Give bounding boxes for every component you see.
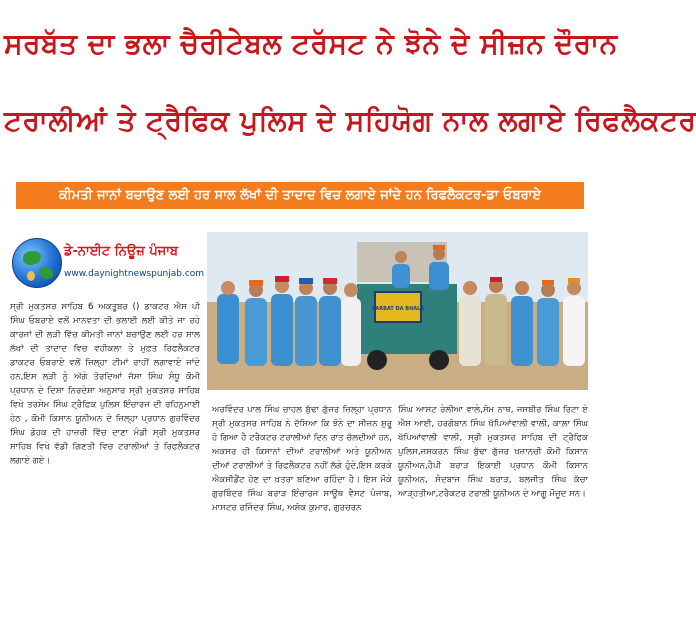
news-photo — [207, 232, 588, 390]
article-column-2: ਅਰਵਿੰਦਰ ਪਾਲ ਸਿੰਘ ਚਾਹਲ ਬੁੱਢਾ ਗੁੱਜਰ ਜ਼ਿਲ੍ਹਾ ਪ੍ਰਧਾਨ ਸ੍ਰੀ ਮੁਕਤਸਰ ਸਾਹਿਬ ਨੇ ਦੱਸਿਆ ਕਿ ਝੋਨੇ ਦਾ ਸੀਜ਼ਨ ਸ਼ੁਰੂ ਹੋ ਗਿਆ ਹੈ ਟਰੈਕਟਰ ਟਰਾਲੀਆਂ ਦਿਨ ਰਾਤ ਚੱਲਦੀਆਂ ਹਨ, ਅਕਸਰ ਹੀ ਕਿਸਾਨਾਂ ਦੀਆਂ ਟਰਾਲੀਆਂ ਅਤੇ ਯੂਨੀਅਨ ਦੀਆਂ ਟਰਾਲੀਆਂ ਤੇ ਰਿਫਲੈਕਟਰ ਨਹੀਂ ਲੱਗੇ ਹੁੰਦੇ,ਇਸ ਕਰਕੇ ਐਕਸੀਡੈਂਟ ਹੋਣ ਦਾ ਖ਼ਤਰਾ ਬਣਿਆ ਰਹਿੰਦਾ ਹੈ। ਇਸ ਮੌਕੇ ਗੁਰਬਿੰਦਰ ਸਿੰਘ ਬਰਾੜ ਇੰਚਾਰਜ ਸਾਊਥ ਵੈਸਟ ਪੰਜਾਬ, ਮਾਸਟਰ ਰਜਿੰਦਰ ਸਿੰਘ, ਅਸ਼ੋਕ ਕੁਮਾਰ, ਗੁਰਚਰਨ — [212, 405, 392, 513]
trolley-sign-text: SARBAT DA BHALA — [371, 306, 425, 312]
subheadline-banner: ਕੀਮਤੀ ਜਾਨਾਂ ਬਚਾਉਣ ਲਈ ਹਰ ਸਾਲ ਲੱਖਾਂ ਦੀ ਤਾਦਾਦ ਵਿਚ ਲਗਾਏ ਜਾਂਦੇ ਹਨ ਰਿਫਲੈਕਟਰ-ਡਾ ਓਬਰਾਏ — [16, 182, 584, 209]
logo-title: ਡੇ-ਨਾਈਟ ਨਿਊਜ਼ ਪੰਜਾਬ — [64, 244, 179, 259]
photo-scene — [207, 232, 588, 390]
globe-icon — [12, 238, 62, 288]
headline — [0, 0, 696, 170]
headline-line-1: ਸਰਬੱਤ ਦਾ ਭਲਾ ਚੈਰੀਟੇਬਲ ਟਰੱਸਟ ਨੇ ਝੋਨੇ ਦੇ ਸੀਜ਼ਨ ਦੌਰਾਨ — [4, 27, 618, 60]
article-column-3: ਸਿੰਘ ਆਸਟ ਰੇਲੀਆ ਵਾਲੇ,ਸੋਮ ਨਾਥ, ਜਸਬੀਰ ਸਿੰਘ ਰਿਟਾ ਏ ਐਸ ਆਈ, ਹਰਗੋਬਾਨ ਸਿੰਘ ਖੱਪਿਆਂਵਾਲੀ ਵਾਲੀ, ਕਾਲ਼ਾ ਸਿੰਘ ਖੱਪਿਆਂਵਾਲੀ ਵਾਲੀ, ਸ੍ਰੀ ਮੁਕਤਸਰ ਸਾਹਿਬ ਦੀ ਟ੍ਰੈਫਿਕ ਪੁਲਿਸ,ਜਸਕਰਨ ਸਿੰਘ ਬੁੱਢਾ ਗੁੱਜਰ ਖਜ਼ਾਨਚੀ ਕੌਮੀ ਕਿਸਾਨ ਯੂਨੀਅਨ,ਹੈਪੀ ਬਰਾੜ ਇਕਾਈ ਪ੍ਰਧਾਨ ਕੌਮੀ ਕਿਸਾਨ ਯੂਨੀਅਨ, ਸੰਦਬਾਜ ਸਿੰਘ ਬਰਾੜ, ਬਲਜੀਤ ਸਿੰਘ ਕੱਚਾ ਆੜ੍ਹਤੀਆ,ਟਰੈਕਟਰ ਟਰਾਲੀ ਯੂਨੀਅਨ ਦੇ ਆਗੂ ਮੌਜੂਦ ਸਨ। — [398, 405, 588, 499]
article-column-1: ਸ੍ਰੀ ਮੁਕਤਸਰ ਸਾਹਿਬ 6 ਅਕਤੂਬਰ () ਡਾਕਟਰ ਐਸ ਪੀ ਸਿੰਘ ਓਬਰਾਏ ਵਲੋਂ ਮਾਨਵਤਾ ਦੀ ਭਲਾਈ ਲਈ ਕੀਤੇ ਜਾ ਰਹੇ ਕਾਰਜਾਂ ਦੀ ਲੜੀ ਵਿੱਚ ਕੀਮਤੀ ਜਾਨਾਂ ਬਚਾਉਣ ਲਈ ਹਰ ਸਾਲ ਲੱਖਾਂ ਦੀ ਤਾਦਾਦ ਵਿਚ ਵਹੀਕਲਾ ਤੇ ਮੁਫ਼ਤ ਰਿਫਲੈਕਟਰ ਡਾਕਟਰ ਓਬਰਾਏ ਵਲੋਂ ਜ਼ਿਲ੍ਹਾ ਟੀਮਾਂ ਰਾਹੀਂ ਲਗਾਵਾਏ ਜਾਂਦੇ ਹਨ,ਇਸ ਲੜੀ ਨੂੰ ਅੱਗੇ ਤੋਰਦਿਆਂ ਜੱਸਾ ਸਿੰਘ ਸੰਧੂ ਕੌਮੀ ਪ੍ਰਧਾਨ ਦੇ ਦਿਸ਼ਾ ਨਿਰਦੇਸ਼ਾ ਅਨੁਸਾਰ ਸ੍ਰੀ ਮੁਕਤਸਰ ਸਾਹਿਬ ਵਿਖੇ ਤਰਸੇਮ ਸਿੰਘ ਟ੍ਰੈਫਿਕ ਪੁਲਿਸ ਇੰਚਾਰਜ ਦੀ ਰਹਿਨੁਮਾਈ ਹੇਠ , ਕੌਮੀ ਕਿਸਾਨ ਯੂਨੀਅਨ ਦੇ ਜ਼ਿਲ੍ਹਾ ਪ੍ਰਧਾਨ ਗੁਰਵਿੰਦਰ ਸਿੰਘ ਡੋਹਕ ਦੀ ਹਾਜ਼ਰੀ ਵਿੱਚ ਦਾਣਾ ਮੰਡੀ ਸ੍ਰੀ ਮੁਕਤਸਰ ਸਾਹਿਬ ਵਿਖੇ ਵੱਡੀ ਗਿਣਤੀ ਵਿਚ ਟਰਾਲੀਆਂ ਤੇ ਰਿਫਲੈਕਟਰ ਲਗਾਏ ਗਏ। — [10, 302, 200, 466]
logo-url: www.daynightnewspunjab.com — [64, 269, 205, 279]
news-logo — [8, 234, 205, 296]
headline-line-2: ਟਰਾਲੀਆਂ ਤੇ ਟ੍ਰੈਫਿਕ ਪੁਲਿਸ ਦੇ ਸਹਿਯੋਗ ਨਾਲ ਲਗਾਏ ਰਿਫਲੈਕਟਰ — [4, 104, 696, 137]
